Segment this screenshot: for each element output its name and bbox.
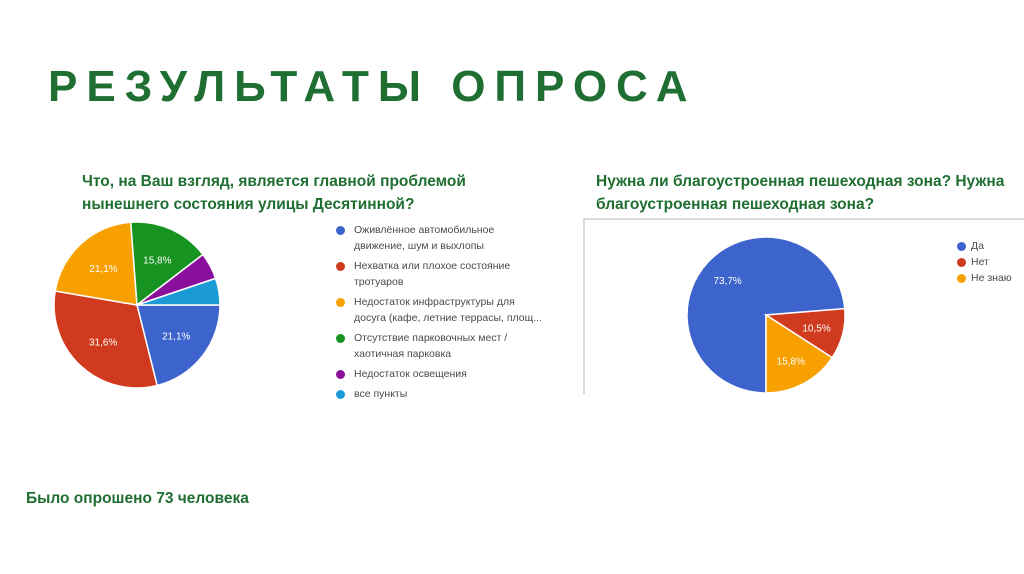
chart2-legend-label-3-1: Не знаю xyxy=(971,272,1012,284)
chart2-slice-label-2: 10,5% xyxy=(802,323,831,335)
chart2-legend-label-2-1: Нет xyxy=(971,256,989,268)
chart1-title xyxy=(82,170,466,216)
chart1-title-line-2: нынешнего состояния улицы Десятинной? xyxy=(82,196,415,213)
chart2-title-line-1: Нужна ли благоустроенная пешеходная зона? Нужна xyxy=(596,173,1005,190)
chart1-slice-label-2: 31,6% xyxy=(88,337,118,349)
chart1-legend-label-2-1: Нехватка или плохое состояние xyxy=(354,260,511,272)
chart1-legend-label-2-2: тротуаров xyxy=(354,276,404,288)
chart1-legend-item-1 xyxy=(336,222,566,254)
chart1-legend-swatch-4 xyxy=(336,334,345,343)
chart1-legend-label-4-1: Отсутствие парковочных мест / xyxy=(354,332,508,344)
chart1-legend-label-3-1: Недостаток инфраструктуры для xyxy=(354,296,515,308)
chart2-legend-item-1 xyxy=(957,238,1012,254)
chart2-legend-swatch-2 xyxy=(957,258,966,267)
chart1-legend-swatch-1 xyxy=(336,226,345,235)
chart2-legend-item-3 xyxy=(957,270,1012,286)
chart1-legend-item-3 xyxy=(336,294,566,326)
slide-title: РЕЗУЛЬТАТЫ ОПРОСА xyxy=(48,62,697,111)
chart2-legend-swatch-3 xyxy=(957,274,966,283)
chart1-legend-item-5 xyxy=(336,366,566,382)
chart1-slice-label-4: 15,8% xyxy=(143,255,172,267)
chart2-legend-swatch-1 xyxy=(957,242,966,251)
chart1-legend-label-1-1: Оживлённое автомобильное xyxy=(354,224,495,236)
chart1-legend-label-3-2: досуга (кафе, летние террасы, площ... xyxy=(354,312,542,324)
chart2-legend xyxy=(957,238,1012,286)
chart2-title xyxy=(596,170,1024,216)
chart2-legend-item-2 xyxy=(957,254,1012,270)
chart2-slice-label-1: 73,7% xyxy=(713,276,742,288)
chart1-legend-item-2 xyxy=(336,258,566,290)
chart1-legend-swatch-3 xyxy=(336,298,345,307)
chart1-legend-label-6-1: все пункты xyxy=(354,388,408,400)
chart1-slice-label-3: 21,1% xyxy=(89,264,118,276)
chart1-legend xyxy=(336,222,566,406)
chart2-pie xyxy=(676,230,860,400)
chart1-title-line-1: Что, на Ваш взгляд, является главной проблемой xyxy=(82,173,466,190)
chart2-title-line-2: благоустроенная пешеходная зона? xyxy=(596,196,875,213)
chart1-legend-item-4 xyxy=(336,330,566,362)
chart1-legend-label-4-2: хаотичная парковка xyxy=(354,348,452,360)
chart1-legend-swatch-6 xyxy=(336,390,345,399)
chart1-legend-label-1-2: движение, шум и выхлопы xyxy=(354,240,484,252)
chart2-legend-label-1-1: Да xyxy=(971,240,984,252)
chart1-legend-label-5-1: Недостаток освещения xyxy=(354,368,467,380)
chart1-pie xyxy=(40,218,240,408)
chart1-legend-swatch-5 xyxy=(336,370,345,379)
respondents-count: Было опрошено 73 человека xyxy=(26,490,249,507)
chart1-legend-swatch-2 xyxy=(336,262,345,271)
chart1-slice-label-1: 21,1% xyxy=(162,331,191,343)
chart2-slice-label-3: 15,8% xyxy=(776,356,806,368)
chart1-legend-item-6 xyxy=(336,386,566,402)
